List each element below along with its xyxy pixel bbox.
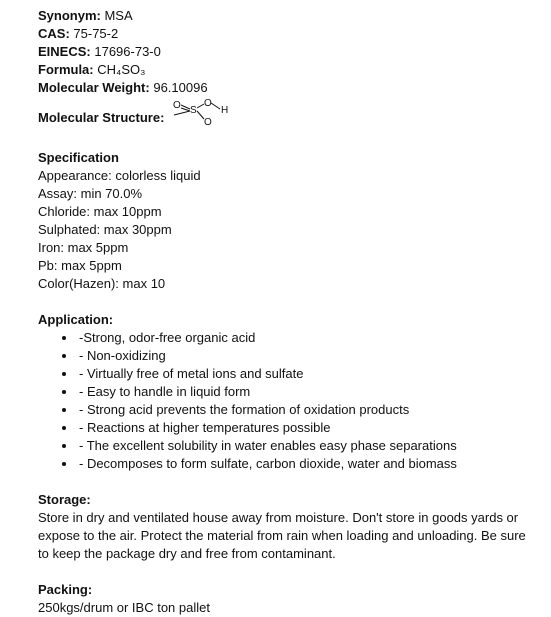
packing-title: Packing: bbox=[38, 582, 93, 597]
application-list bbox=[38, 329, 543, 473]
cas-value: 75-75-2 bbox=[73, 26, 119, 41]
cas-label: CAS: bbox=[38, 26, 70, 41]
specification-title: Specification bbox=[38, 150, 119, 165]
spec-item: Color(Hazen): max 10 bbox=[38, 276, 166, 291]
spec-item: Assay: min 70.0% bbox=[38, 186, 143, 201]
list-item bbox=[38, 437, 543, 455]
list-item bbox=[38, 455, 543, 473]
list-item bbox=[38, 347, 543, 365]
application-item-text: - Easy to handle in liquid form bbox=[79, 384, 251, 399]
spec-item: Appearance: colorless liquid bbox=[38, 168, 201, 183]
bullet-icon bbox=[62, 408, 66, 412]
formula-row bbox=[38, 61, 543, 79]
cas-row bbox=[38, 25, 543, 43]
atom-o-right: O bbox=[204, 98, 212, 109]
atom-s: S bbox=[190, 105, 197, 116]
spec-item: Iron: max 5ppm bbox=[38, 240, 129, 255]
einecs-label: EINECS: bbox=[38, 44, 91, 59]
list-item bbox=[38, 329, 543, 347]
storage-title: Storage: bbox=[38, 492, 91, 507]
bullet-icon bbox=[62, 336, 66, 340]
spec-item: Sulphated: max 30ppm bbox=[38, 222, 172, 237]
specification-list bbox=[38, 167, 543, 293]
atom-h: H bbox=[221, 105, 229, 116]
einecs-row bbox=[38, 43, 543, 61]
list-item bbox=[38, 419, 543, 437]
storage-text: Store in dry and ventilated house away from moisture. Don't store in goods yards or expose to the air. Protect the material from rain when loading and unloading. Be sure to keep the package dry and free from contaminant. bbox=[38, 510, 526, 561]
bullet-icon bbox=[62, 390, 66, 394]
molecular-structure-label: Molecular Structure: bbox=[38, 110, 165, 125]
bond-s-o-bottom bbox=[197, 111, 204, 119]
bullet-icon bbox=[62, 444, 66, 448]
formula-value: CH₄SO₃ bbox=[97, 62, 146, 77]
bullet-icon bbox=[62, 372, 66, 376]
list-item bbox=[38, 383, 543, 401]
bond-s-o-right bbox=[197, 104, 204, 108]
list-item bbox=[38, 365, 543, 383]
molecular-structure-row bbox=[38, 97, 543, 131]
bond-o-h bbox=[211, 103, 220, 109]
atom-o-top: O bbox=[173, 100, 181, 111]
molecular-structure-diagram bbox=[171, 97, 231, 129]
application-item-text: - The excellent solubility in water enables easy phase separations bbox=[79, 438, 457, 453]
bullet-icon bbox=[62, 426, 66, 430]
molecular-weight-row bbox=[38, 79, 543, 97]
application-item-text: - Decomposes to form sulfate, carbon dioxide, water and biomass bbox=[79, 456, 457, 471]
application-item-text: - Strong acid prevents the formation of oxidation products bbox=[79, 402, 410, 417]
atom-o-bottom: O bbox=[204, 117, 212, 128]
product-spec-document bbox=[38, 0, 543, 617]
application-item-text: -Strong, odor-free organic acid bbox=[79, 330, 256, 345]
application-item-text: - Non-oxidizing bbox=[79, 348, 166, 363]
molecular-weight-value: 96.10096 bbox=[153, 80, 208, 95]
synonym-row bbox=[38, 7, 543, 25]
application-item-text: - Reactions at higher temperatures possible bbox=[79, 420, 331, 435]
list-item bbox=[38, 401, 543, 419]
application-title: Application: bbox=[38, 312, 114, 327]
packing-text: 250kgs/drum or IBC ton pallet bbox=[38, 600, 210, 615]
synonym-value: MSA bbox=[104, 8, 133, 23]
molecular-weight-label: Molecular Weight: bbox=[38, 80, 150, 95]
spec-item: Pb: max 5ppm bbox=[38, 258, 122, 273]
einecs-value: 17696-73-0 bbox=[94, 44, 161, 59]
formula-label: Formula: bbox=[38, 62, 94, 77]
bond-methyl bbox=[174, 111, 190, 115]
application-item-text: - Virtually free of metal ions and sulfate bbox=[79, 366, 304, 381]
bullet-icon bbox=[62, 462, 66, 466]
bullet-icon bbox=[62, 354, 66, 358]
synonym-label: Synonym: bbox=[38, 8, 101, 23]
spec-item: Chloride: max 10ppm bbox=[38, 204, 162, 219]
